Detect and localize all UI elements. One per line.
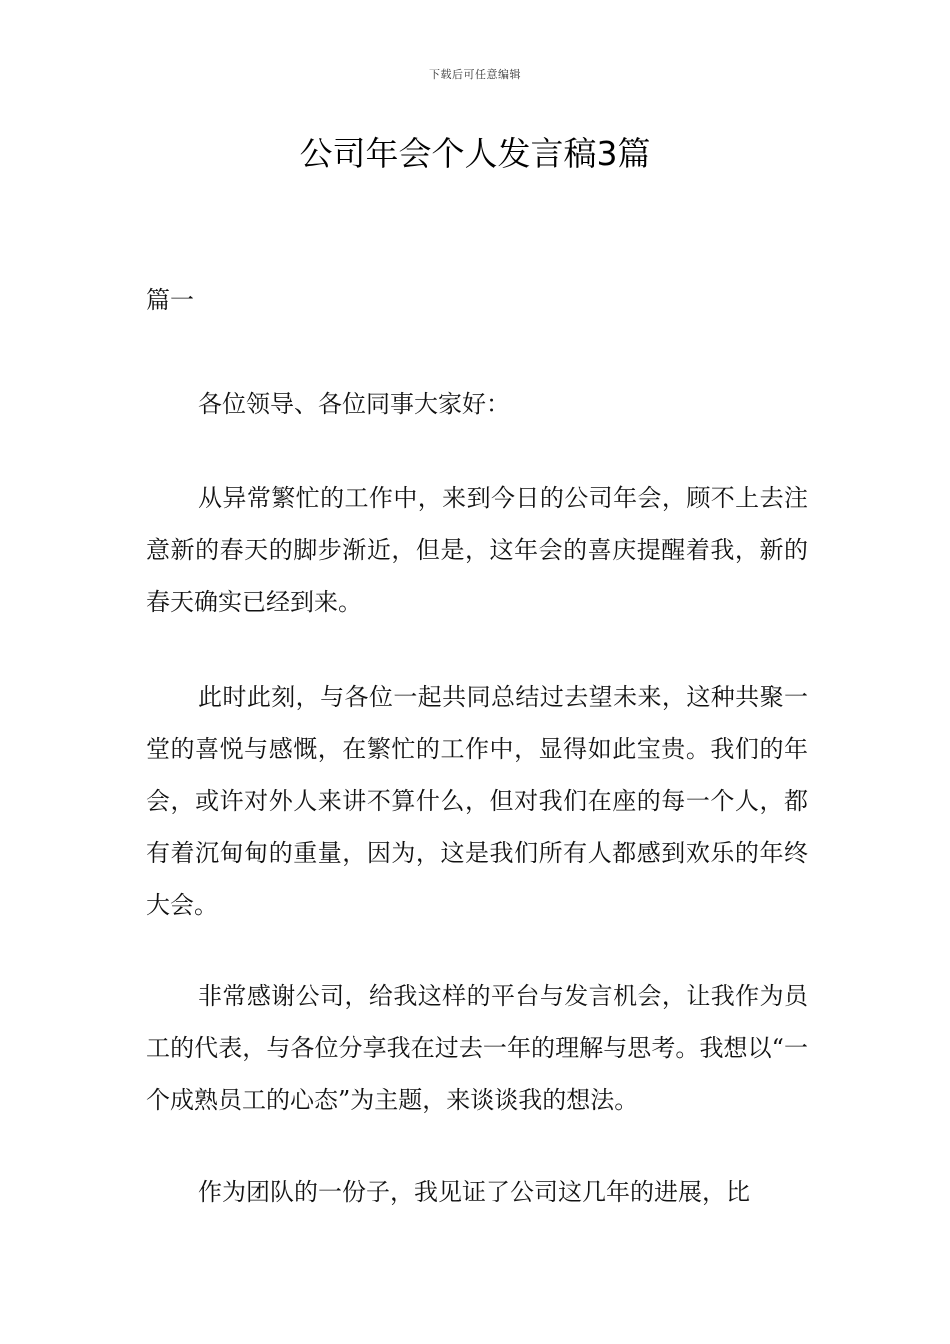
- paragraph-text: 作为团队的一份子，我见证了公司这几年的进展，比: [198, 1178, 750, 1206]
- header-note: 下载后可任意编辑: [429, 68, 521, 81]
- paragraph-4: [146, 1166, 808, 1218]
- paragraph-text: 从异常繁忙的工作中，来到今日的公司年会，顾不上去注意新的春天的脚步渐近，但是，这年会的喜庆提醒着我，新的春天确实已经到来。: [146, 484, 808, 616]
- paragraph-greeting: [146, 378, 808, 430]
- paragraph-text: 非常感谢公司，给我这样的平台与发言机会，让我作为员工的代表，与各位分享我在过去一年的理解与思考。我想以“一个成熟员工的心态”为主题，来谈谈我的想法。: [146, 982, 808, 1114]
- paragraph-text: 各位领导、各位同事大家好：: [198, 390, 510, 418]
- paragraph-text: 此时此刻，与各位一起共同总结过去望未来，这种共聚一堂的喜悦与感慨，在繁忙的工作中，显得如此宝贵。我们的年会，或许对外人来讲不算什么，但对我们在座的每一个人，都有着沉甸甸的重量，因为，这是我们所有人都感到欢乐的年终大会。: [146, 683, 808, 919]
- paragraph-1: [146, 472, 808, 628]
- paragraph-3: [146, 970, 808, 1126]
- paragraph-2: [146, 671, 808, 931]
- document-title: 公司年会个人发言稿3篇: [299, 134, 651, 173]
- section-label: 篇一: [146, 286, 194, 314]
